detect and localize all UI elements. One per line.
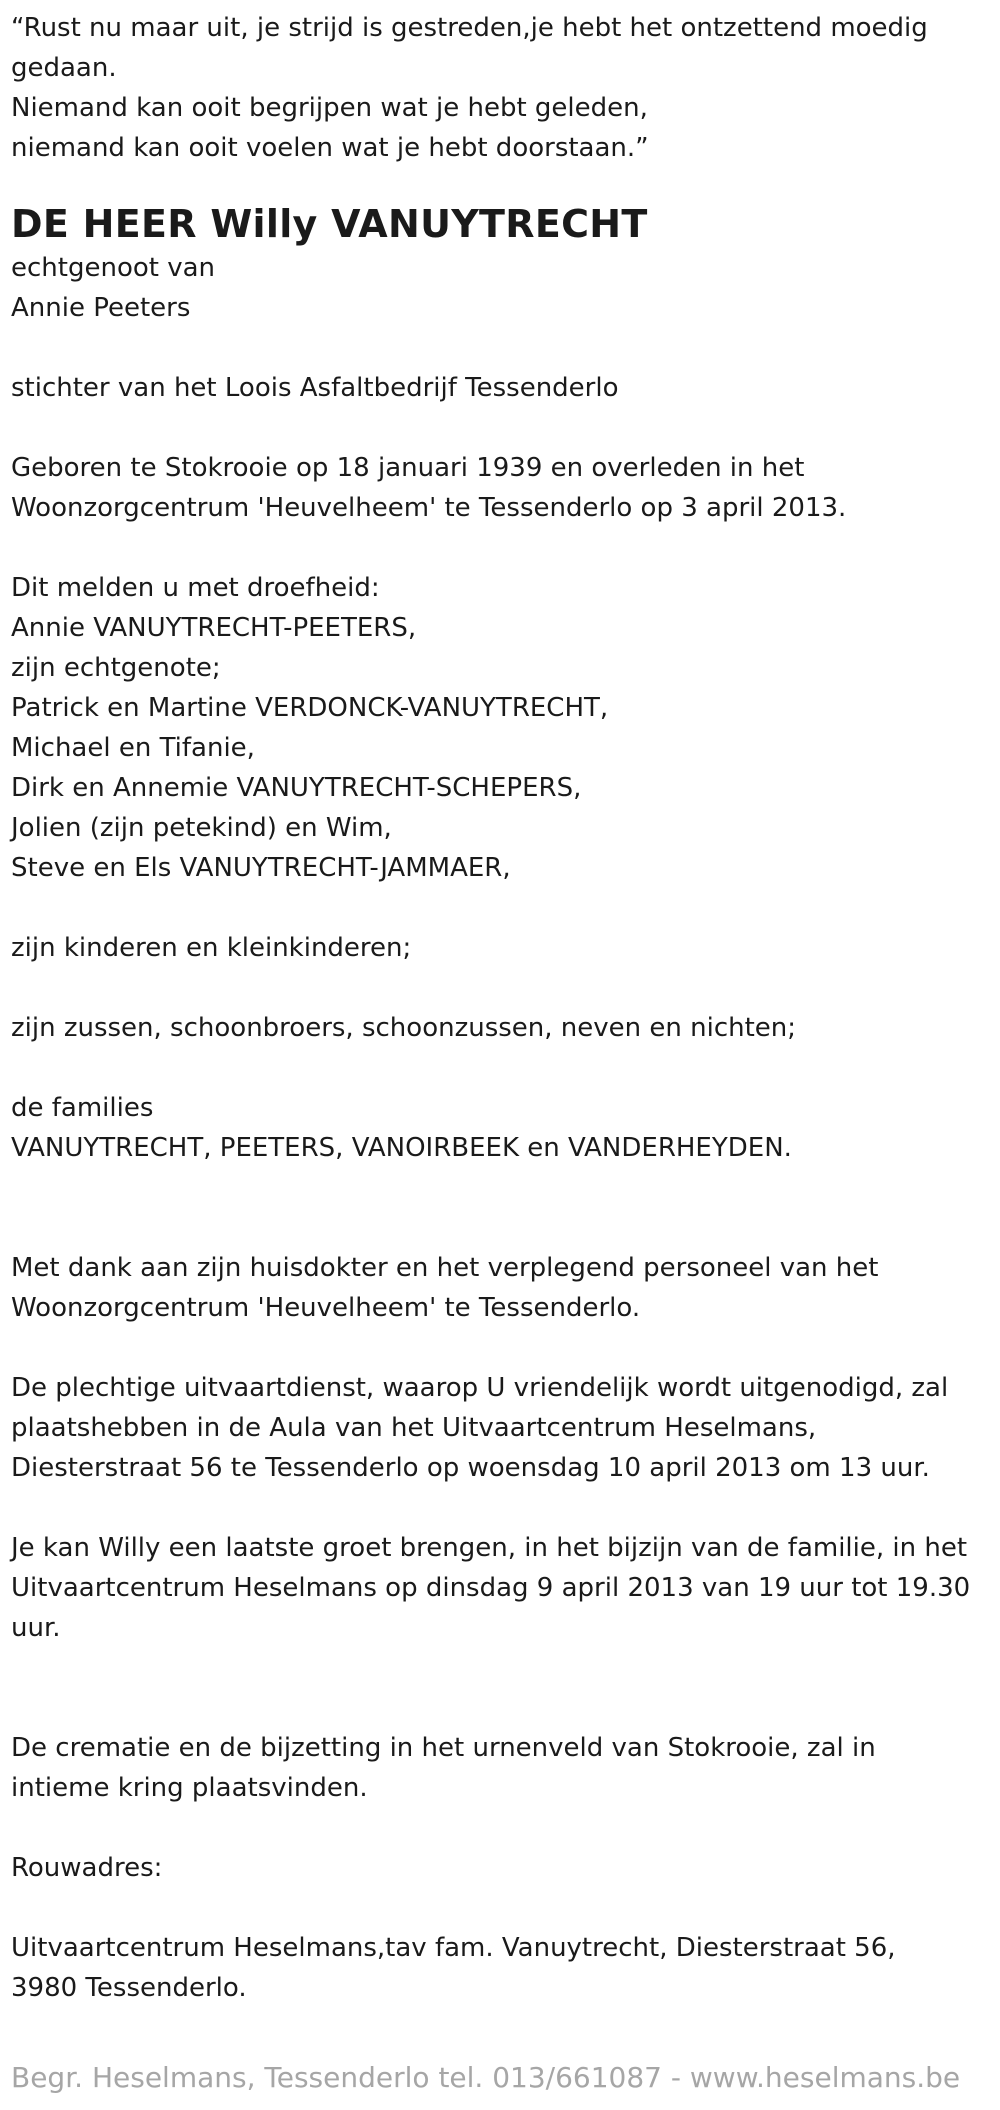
blank-line [11, 1048, 991, 1088]
notice-line: zijn kinderen en kleinkinderen; [11, 933, 412, 963]
blank-line [11, 528, 991, 568]
funeral-home-footer: Begr. Heselmans, Tessenderlo tel. 013/661087 - www.heselmans.be [11, 2061, 961, 2094]
blank-line [11, 1168, 991, 1208]
notice-line: zijn zussen, schoonbroers, schoonzussen, neven en nichten; [11, 1013, 797, 1043]
blank-line [11, 1648, 991, 1688]
notice-line: Jolien (zijn petekind) en Wim, [11, 813, 392, 843]
notice-line: uur. [11, 1613, 61, 1643]
blank-line [11, 1208, 991, 1248]
notice-line: Patrick en Martine VERDONCK-VANUYTRECHT, [11, 693, 609, 723]
notice-line: Uitvaartcentrum Heselmans op dinsdag 9 april 2013 van 19 uur tot 19.30 [11, 1573, 971, 1603]
notice-line: Annie VANUYTRECHT-PEETERS, [11, 613, 417, 643]
blank-line [11, 1328, 991, 1368]
notice-line: stichter van het Loois Asfaltbedrijf Tessenderlo [11, 373, 619, 403]
notice-line: 3980 Tessenderlo. [11, 1973, 247, 2003]
notice-line: Geboren te Stokrooie op 18 januari 1939 en overleden in het [11, 453, 805, 483]
notice-line: Met dank aan zijn huisdokter en het verplegend personeel van het [11, 1253, 879, 1283]
notice-line: Uitvaartcentrum Heselmans,tav fam. Vanuytrecht, Diesterstraat 56, [11, 1933, 896, 1963]
notice-line: Rouwadres: [11, 1853, 163, 1883]
notice-line: Diesterstraat 56 te Tessenderlo op woensdag 10 april 2013 om 13 uur. [11, 1453, 930, 1483]
notice-line: Steve en Els VANUYTRECHT-JAMMAER, [11, 853, 511, 883]
blank-line [11, 1888, 991, 1928]
memorial-quote: “Rust nu maar uit, je strijd is gestreden,je hebt het ontzettend moedig gedaan. Niemand kan ooit begrijpen wat je hebt geleden, niemand kan ooit voelen wat je hebt doorstaan.” [11, 13, 928, 163]
blank-line [11, 328, 991, 368]
notice-line: Annie Peeters [11, 293, 191, 323]
deceased-name: DE HEER Willy VANUYTRECHT [11, 202, 648, 246]
notice-line: plaatshebben in de Aula van het Uitvaartcentrum Heselmans, [11, 1413, 817, 1443]
notice-line: De plechtige uitvaartdienst, waarop U vriendelijk wordt uitgenodigd, zal [11, 1373, 949, 1403]
blank-line [11, 1688, 991, 1728]
notice-line: Woonzorgcentrum 'Heuvelheem' te Tessenderlo op 3 april 2013. [11, 493, 847, 523]
notice-line: Dit melden u met droefheid: [11, 573, 380, 603]
blank-line [11, 408, 991, 448]
notice-line: VANUYTRECHT, PEETERS, VANOIRBEEK en VANDERHEYDEN. [11, 1133, 792, 1163]
blank-line [11, 888, 991, 928]
notice-line: Dirk en Annemie VANUYTRECHT-SCHEPERS, [11, 773, 582, 803]
notice-line: Michael en Tifanie, [11, 733, 255, 763]
notice-line: De crematie en de bijzetting in het urnenveld van Stokrooie, zal in [11, 1733, 876, 1763]
blank-line [11, 1488, 991, 1528]
blank-line [11, 968, 991, 1008]
notice-line: intieme kring plaatsvinden. [11, 1773, 368, 1803]
notice-line: zijn echtgenote; [11, 653, 221, 683]
notice-body [11, 248, 991, 2008]
notice-line: Woonzorgcentrum 'Heuvelheem' te Tessenderlo. [11, 1293, 641, 1323]
death-notice [11, 0, 991, 2008]
blank-line [11, 1808, 991, 1848]
notice-line: de families [11, 1093, 154, 1123]
notice-line: echtgenoot van [11, 253, 216, 283]
notice-line: Je kan Willy een laatste groet brengen, in het bijzijn van de familie, in het [11, 1533, 968, 1563]
